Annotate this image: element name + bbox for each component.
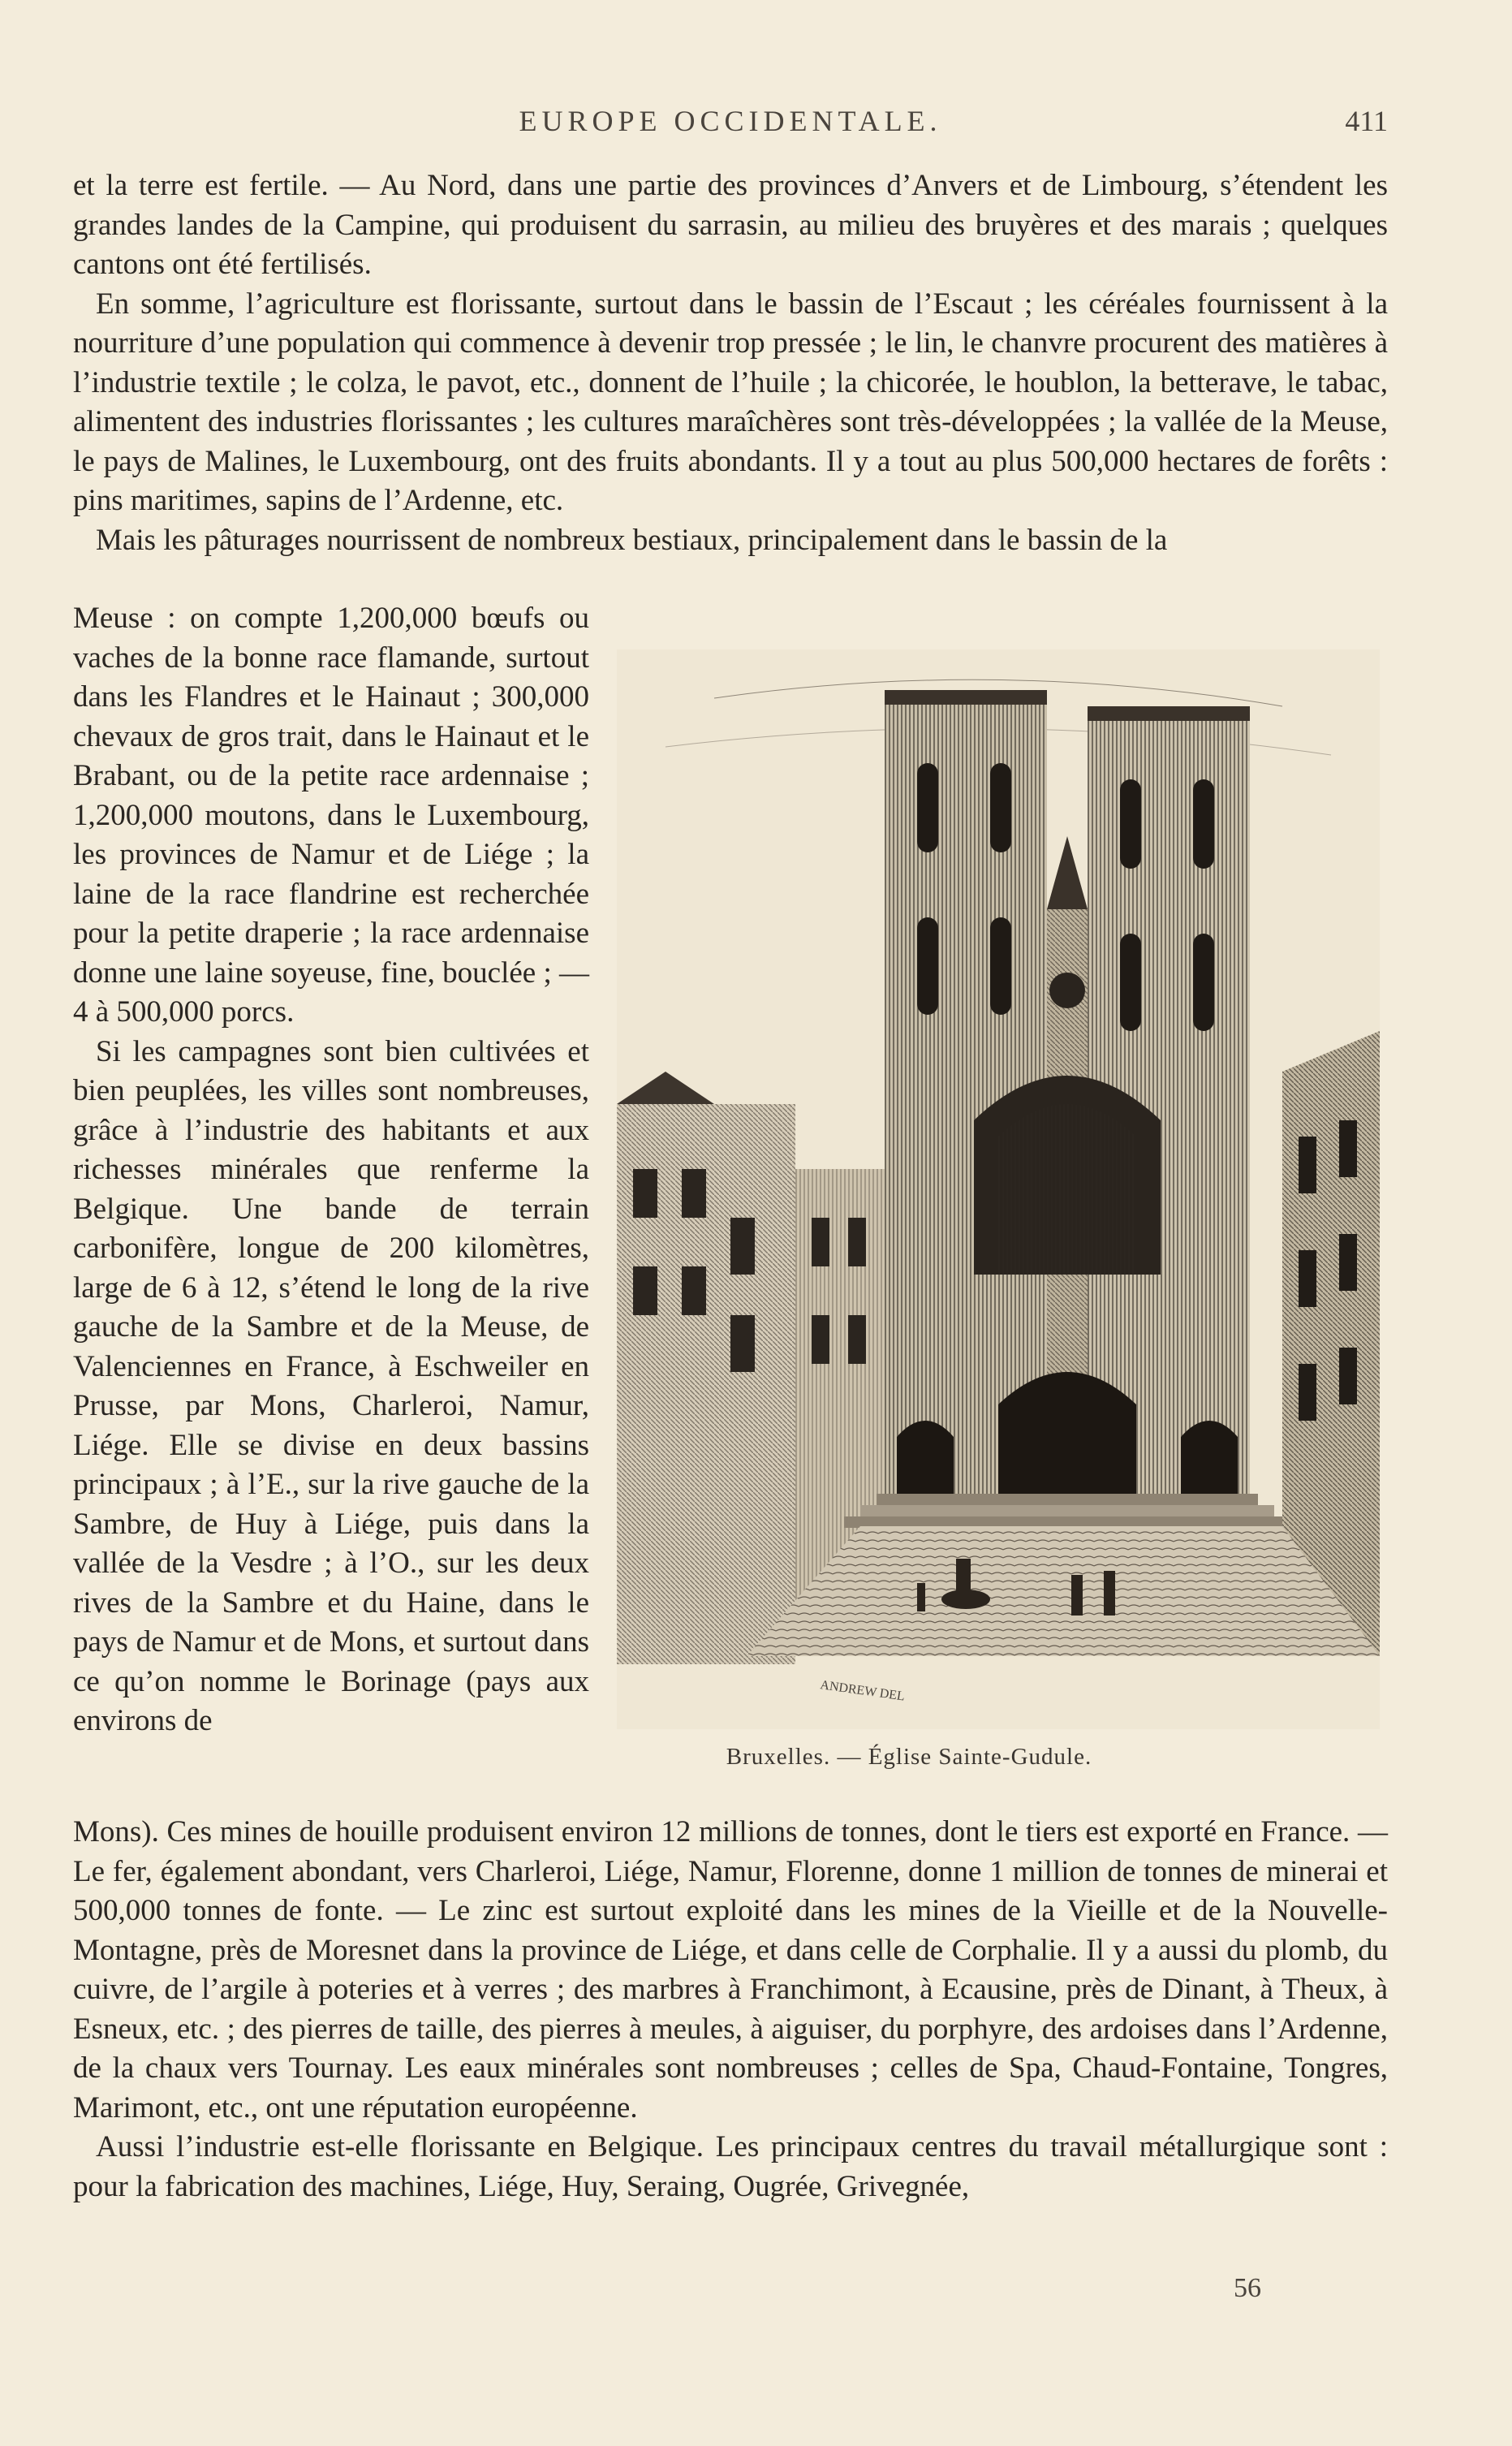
paragraph-paturages: Mais les pâturages nourrissent de nombreux bestiaux, principalement dans le bassin de la [96,523,1168,557]
paragraph-campine: et la terre est fertile. — Au Nord, dans une partie des provinces d’Anvers et de Limbourg, s’étendent les grandes landes de la Campine, qui produisent du sarrasin, au milieu des bruyères et des marais ; quelques cantons ont été fertilisés. [73,169,1388,281]
engraving-sainte-gudule [617,649,1380,1729]
running-title: EUROPE OCCIDENTALE. [519,105,942,137]
running-header [73,104,1388,145]
signature-mark: 56 [1234,2273,1261,2303]
paragraph-houille: Mons). Ces mines de houille produisent environ 12 millions de tonnes, dont le tiers est exporté en France. — Le fer, également abondant, vers Charleroi, Liége, Namur, Florenne, donne 1 million de tonnes de minerai et 500,000 tonnes de fonte. — Le zinc est surtout exploité dans les mines de la Vieille et de la Nouvelle-Montagne, près de Moresnet dans la province de Liége, et dans celle de Corphalie. Il y a aussi du plomb, du cuivre, de l’argile à poteries et à verres ; des marbres à Franchimont, à Ecausine, près de Dinant, à Theux, à Esneux, etc. ; des pierres de taille, des pierres à meules, à aiguiser, du porphyre, des ardoises dans l’Ardenne, de la chaux vers Tournay. Les eaux minérales sont nombreuses ; celles de Spa, Chaud-Fontaine, Tongres, Marimont, etc., ont une réputation européenne. [73,1815,1388,2125]
paragraph-bestiaux: Meuse : on compte 1,200,000 bœufs ou vaches de la bonne race flamande, surtout dans les Flandres et le Hainaut ; 300,000 chevaux de gros trait, dans le Hainaut et le Brabant, ou de la petite race ardennaise ; 1,200,000 moutons, dans le Luxembourg, les provinces de Namur et de Liége ; la laine de la race flandrine est recherchée pour la petite draperie ; la race ardennaise donne une laine soyeuse, fine, bouclée ; — 4 à 500,000 porcs. [73,602,589,1029]
top-text-block [73,166,1388,560]
paragraph-mines: Si les campagnes sont bien cultivées et bien peuplées, les villes sont nombreuses, grâce à l’industrie des habitants et aux richesses minérales que renferme la Belgique. Une bande de terrain carbonifère, longue de 200 kilomètres, large de 6 à 12, s’étend le long de la rive gauche de la Sambre et de la Meuse, de Valenciennes en France, à Eschweiler en Prusse, par Mons, Charleroi, Namur, Liége. Elle se divise en deux bassins principaux ; à l’E., sur la rive gauche de la Sambre, de Huy à Liége, puis dans la vallée de la Vesdre ; à l’O., sur les deux rives de la Sambre et du Haine, dans le pays de Namur et de Mons, et surtout dans ce qu’on nomme le Borinage (pays aux environs de [73,1034,589,1737]
paragraph-agriculture: En somme, l’agriculture est florissante, surtout dans le bassin de l’Escaut ; les céréales fournissent à la nourriture d’une population qui commence à devenir trop pressée ; le lin, le chanvre procurent des matières à l’industrie textile ; le colza, le pavot, etc., donnent de l’huile ; la chicorée, le houblon, la betterave, le tabac, alimentent des industries florissantes ; les cultures maraîchères sont très-développées ; la vallée de la Meuse, le pays de Malines, le Luxembourg, ont des fruits abondants. Il y a tout au plus 500,000 hectares de forêts : pins maritimes, sapins de l’Ardenne, etc. [73,287,1388,517]
cathedral-engraving [617,649,1380,1729]
left-column-text [73,599,589,1741]
paragraph-industrie: Aussi l’industrie est-elle florissante en Belgique. Les principaux centres du travail métallurgique sont : pour la fabrication des machines, Liége, Huy, Seraing, Ougrée, Grivegnée, [73,2130,1388,2203]
figure-caption: Bruxelles. — Église Sainte-Gudule. [726,1744,1092,1770]
page-number: 411 [1345,105,1388,137]
bottom-text-block [73,1813,1388,2207]
engraver-signature: ANDREW DEL [819,1678,906,1704]
